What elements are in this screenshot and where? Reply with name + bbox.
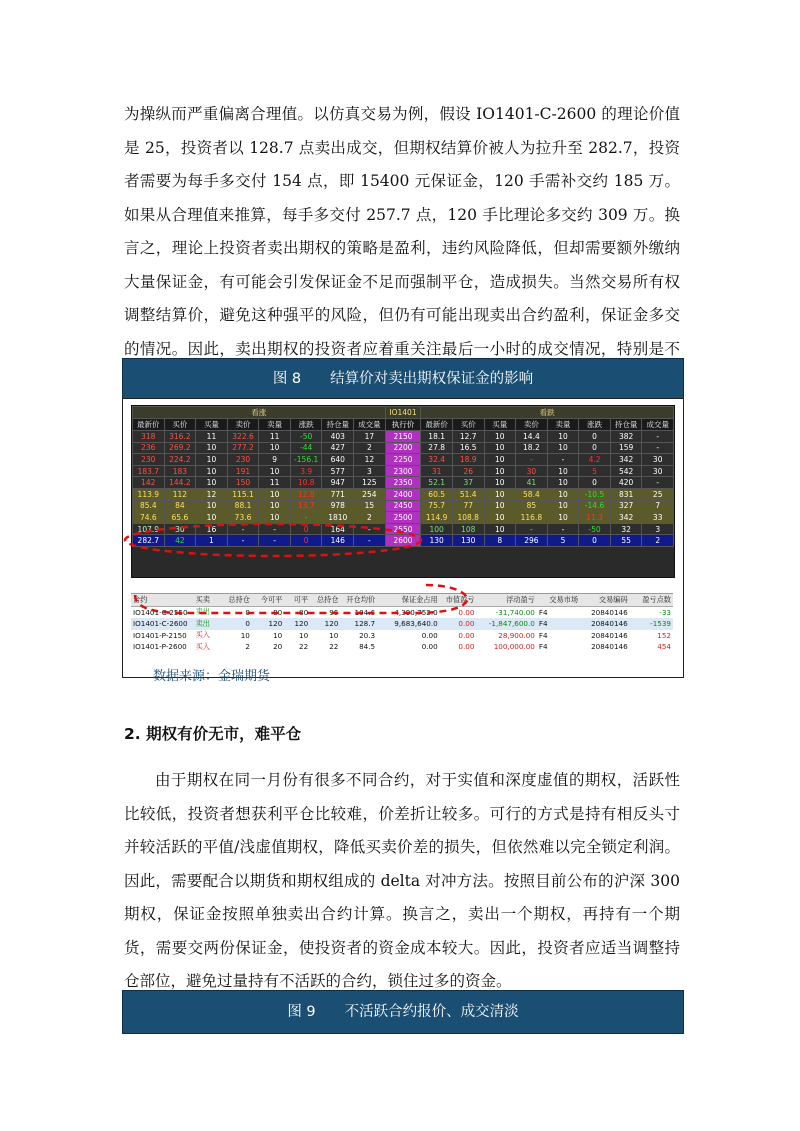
call-header-cell: 持仓量: [322, 419, 354, 431]
position-cell: 买入: [195, 630, 210, 640]
call-cell: 9: [259, 454, 291, 466]
position-cell: 10: [299, 630, 309, 640]
position-cell: 120: [252, 618, 284, 630]
position-cell: 20840146: [591, 630, 628, 640]
call-cell: 3: [354, 465, 386, 477]
put-cell: 11.3: [579, 512, 611, 524]
position-cell: 80: [273, 607, 283, 617]
put-cell: -: [516, 523, 548, 535]
call-cell: 2: [354, 442, 386, 454]
put-cell: 382: [610, 431, 642, 443]
position-cell: 20840146: [591, 607, 628, 617]
put-cell: -: [642, 442, 674, 454]
put-cell: 327: [610, 500, 642, 512]
call-cell: -: [227, 535, 259, 547]
quote-row: [133, 523, 674, 535]
call-cell: 269.2: [164, 442, 196, 454]
call-cell: -: [290, 512, 322, 524]
position-cell: 120: [310, 618, 340, 630]
quote-row: [133, 500, 674, 512]
call-cell: 88.1: [227, 500, 259, 512]
position-cell: F4: [538, 630, 548, 640]
position-header-cell: 买卖: [194, 594, 220, 606]
figure-8-source: 数据来源：金瑞期货: [153, 669, 271, 684]
put-cell: 0: [579, 431, 611, 443]
position-cell: 0.00: [458, 630, 475, 640]
quote-row: [133, 442, 674, 454]
call-cell: 42: [164, 535, 196, 547]
call-cell: 2: [354, 512, 386, 524]
position-cell: 0.00: [421, 642, 438, 652]
put-header-cell: 卖量: [547, 419, 579, 431]
call-band-label: 看涨: [133, 407, 386, 419]
put-cell: 0: [579, 442, 611, 454]
put-cell: 60.5: [421, 488, 453, 500]
call-cell: 427: [322, 442, 354, 454]
call-cell: 73.6: [227, 512, 259, 524]
call-cell: 107.9: [133, 523, 165, 535]
call-cell: 3.9: [290, 465, 322, 477]
call-cell: 144.2: [164, 477, 196, 489]
quote-row: [133, 512, 674, 524]
put-cell: 0: [579, 477, 611, 489]
put-cell: 32.4: [421, 454, 453, 466]
put-cell: 25: [642, 488, 674, 500]
call-cell: 224.2: [164, 454, 196, 466]
position-cell: 28,900.00: [498, 630, 535, 640]
call-cell: -: [259, 523, 291, 535]
position-cell: 0.00: [440, 618, 477, 630]
call-cell: 125: [354, 477, 386, 489]
put-band-label: 看跌: [421, 407, 674, 419]
put-cell: 52.1: [421, 477, 453, 489]
put-cell: 3: [642, 523, 674, 535]
call-cell: 85.4: [133, 500, 165, 512]
position-cell: 卖出: [195, 607, 210, 617]
strike-cell: 2450: [385, 500, 421, 512]
put-cell: 10: [547, 512, 579, 524]
call-cell: -: [354, 535, 386, 547]
call-cell: 0: [290, 523, 322, 535]
put-cell: 10: [484, 442, 516, 454]
positions-table: [131, 594, 673, 653]
put-cell: -: [516, 454, 548, 466]
position-cell: 0: [220, 618, 252, 630]
call-header-cell: 买价: [164, 419, 196, 431]
put-cell: 7: [642, 500, 674, 512]
position-cell: 9,683,640.0: [377, 618, 440, 630]
position-cell: 22: [299, 642, 309, 652]
call-cell: 65.6: [164, 512, 196, 524]
position-cell: 84.5: [359, 642, 376, 652]
put-cell: 5: [579, 465, 611, 477]
put-header-cell: 成交量: [642, 419, 674, 431]
call-cell: 10: [196, 442, 228, 454]
position-cell: 20840146: [580, 618, 630, 630]
strike-cell: 2350: [385, 477, 421, 489]
call-header-cell: 最新价: [133, 419, 165, 431]
put-cell: 16.5: [452, 442, 484, 454]
position-cell: IO1401-P-2600: [133, 642, 187, 652]
put-header-cell: 买价: [452, 419, 484, 431]
put-cell: 30: [516, 465, 548, 477]
strike-cell: 2550: [385, 523, 421, 535]
call-cell: 10: [196, 454, 228, 466]
position-cell: 卖出: [194, 618, 220, 630]
call-header-cell: 卖价: [227, 419, 259, 431]
call-cell: 10: [259, 500, 291, 512]
call-cell: -44: [290, 442, 322, 454]
position-cell: 152: [657, 630, 671, 640]
put-cell: 10: [547, 465, 579, 477]
put-cell: 10: [547, 488, 579, 500]
paragraph-1: 为操纵而严重偏离合理值。以仿真交易为例，假设 IO1401-C-2600 的理论价值是 25，投资者以 128.7 点卖出成交，但期权结算价被人为拉升至 282.7，投资者需要为每手多交付 154 点，即 15400 元保证金，120 手需补交约 185 万。如果从合理值来推算，每手多交付 257.7 点，120 手比理论多交约 309 万。换言之，理论上投资者卖出期权的策略是盈利，违约风险降低，但却需要额外缴纳大量保证金，有可能会引发保证金不足而强制平仓，造成损失。当然交易所有权调整结算价，避免这种强平的风险，但仍有可能出现卖出合约盈利，保证金多交的情况。因此，卖出期权的投资者应着重关注最后一小时的成交情况，特别是不: [124, 105, 680, 358]
put-cell: 10: [484, 431, 516, 443]
call-cell: 164: [322, 523, 354, 535]
figure-9-title: 图 9 不活跃合约报价、成交清淡: [122, 990, 684, 1034]
position-cell: 4,390,752.0: [394, 607, 438, 617]
positions-panel: [131, 593, 673, 674]
put-cell: 130: [452, 535, 484, 547]
position-header-cell: 可平: [284, 594, 310, 606]
put-cell: 27.8: [421, 442, 453, 454]
call-cell: 10: [196, 465, 228, 477]
section-2-heading: 2. 期权有价无市，难平仓: [124, 725, 302, 743]
put-cell: 10: [547, 442, 579, 454]
position-cell: 120: [284, 618, 310, 630]
put-cell: 342: [610, 454, 642, 466]
position-header-cell: 交易市场: [537, 594, 580, 606]
put-cell: 108: [452, 523, 484, 535]
call-cell: 30: [164, 523, 196, 535]
call-cell: 577: [322, 465, 354, 477]
call-cell: 230: [227, 454, 259, 466]
position-cell: 10: [329, 630, 339, 640]
put-cell: 114.9: [421, 512, 453, 524]
position-cell: 0.00: [421, 630, 438, 640]
put-header-cell: 买量: [484, 419, 516, 431]
put-cell: 37: [452, 477, 484, 489]
call-cell: 316.2: [164, 431, 196, 443]
figure-8-body: [122, 398, 684, 684]
put-cell: 33: [642, 512, 674, 524]
put-cell: -10.5: [579, 488, 611, 500]
put-cell: 10: [547, 477, 579, 489]
put-cell: -: [642, 431, 674, 443]
call-cell: 771: [322, 488, 354, 500]
call-cell: 183: [164, 465, 196, 477]
underlying-label: IO1401: [385, 407, 421, 419]
call-cell: 10: [196, 512, 228, 524]
put-header-cell: 最新价: [421, 419, 453, 431]
call-cell: 10: [259, 465, 291, 477]
put-cell: 41: [516, 477, 548, 489]
put-cell: 116.8: [516, 512, 548, 524]
call-cell: 230: [133, 454, 165, 466]
position-cell: 454: [657, 642, 671, 652]
position-cell: IO1401-C-2600: [131, 618, 194, 630]
strike-cell: 2500: [385, 512, 421, 524]
call-header-cell: 成交量: [354, 419, 386, 431]
call-cell: 254: [354, 488, 386, 500]
strike-cell: 2300: [385, 465, 421, 477]
put-cell: -: [547, 523, 579, 535]
call-cell: 12: [354, 454, 386, 466]
put-cell: 14.4: [516, 431, 548, 443]
put-cell: 10: [484, 523, 516, 535]
call-cell: 282.7: [133, 535, 165, 547]
put-header-cell: 卖价: [516, 419, 548, 431]
position-header-cell: 今可平: [252, 594, 284, 606]
call-cell: 15: [354, 500, 386, 512]
strike-header-cell: 执行价: [385, 419, 421, 431]
position-cell: 20840146: [591, 642, 628, 652]
put-cell: 10: [547, 500, 579, 512]
put-cell: 85: [516, 500, 548, 512]
call-cell: 978: [322, 500, 354, 512]
put-cell: 100: [421, 523, 453, 535]
strike-cell: 2250: [385, 454, 421, 466]
put-cell: 10: [484, 465, 516, 477]
call-cell: 183.7: [133, 465, 165, 477]
position-row[interactable]: [131, 606, 673, 618]
put-cell: 18.1: [421, 431, 453, 443]
quote-row: [133, 477, 674, 489]
put-cell: 296: [516, 535, 548, 547]
call-header-cell: 买量: [196, 419, 228, 431]
put-cell: 55: [610, 535, 642, 547]
call-cell: 1: [196, 535, 228, 547]
call-cell: 17: [354, 431, 386, 443]
put-cell: 5: [547, 535, 579, 547]
put-cell: 342: [610, 512, 642, 524]
put-cell: 30: [642, 465, 674, 477]
position-cell: IO1401-C-2550: [133, 607, 188, 617]
call-cell: 318: [133, 431, 165, 443]
put-cell: -50: [579, 523, 611, 535]
position-cell: -31,740.00: [495, 607, 535, 617]
quote-row: [133, 465, 674, 477]
call-cell: 403: [322, 431, 354, 443]
call-cell: 10.8: [290, 477, 322, 489]
call-cell: 10: [196, 477, 228, 489]
strike-cell: 2200: [385, 442, 421, 454]
position-cell: 10: [273, 630, 283, 640]
call-cell: -50: [290, 431, 322, 443]
put-cell: 130: [421, 535, 453, 547]
position-row[interactable]: [131, 641, 673, 653]
call-cell: -156.1: [290, 454, 322, 466]
strike-cell: 2600: [385, 535, 421, 547]
position-cell: -1539: [630, 618, 673, 630]
put-cell: 542: [610, 465, 642, 477]
put-header-cell: 涨跌: [579, 419, 611, 431]
position-cell: 0.00: [458, 642, 475, 652]
quote-row: [133, 488, 674, 500]
call-cell: 115.1: [227, 488, 259, 500]
position-cell: 0: [245, 607, 250, 617]
call-header-cell: 卖量: [259, 419, 291, 431]
call-cell: 11: [196, 431, 228, 443]
quote-table: [132, 406, 674, 547]
position-cell: F4: [537, 618, 580, 630]
call-cell: 236: [133, 442, 165, 454]
put-cell: -: [547, 454, 579, 466]
put-cell: 831: [610, 488, 642, 500]
position-row[interactable]: [131, 618, 673, 630]
position-cell: 20.3: [359, 630, 376, 640]
put-cell: 51.4: [452, 488, 484, 500]
position-cell: 96: [329, 607, 339, 617]
paragraph-2: 由于期权在同一月份有很多不同合约，对于实值和深度虚值的期权，活跃性比较低，投资者想获利平仓比较难，价差折让较多。可行的方式是持有相反头寸并较活跃的平值/浅虚值期权，降低买卖价差的损失，但依然难以完全锁定利润。因此，需要配合以期货和期权组成的 delta 对冲方法。按照目前公布的沪深 300 期权，保证金按照单独卖出合约计算。换言之，卖出一个期权，再持有一个期货，需要交两份保证金，使投资者的资金成本较大。因此，投资者应适当调整持仓部位，避免过量持有不活跃的合约，锁住过多的资金。: [124, 771, 680, 990]
position-cell: IO1401-P-2150: [133, 630, 187, 640]
position-header-cell: 浮动盈亏: [476, 594, 536, 606]
call-cell: 640: [322, 454, 354, 466]
call-cell: 191: [227, 465, 259, 477]
quote-row: [133, 431, 674, 443]
call-cell: 0: [290, 535, 322, 547]
position-row[interactable]: [131, 630, 673, 642]
put-cell: 26: [452, 465, 484, 477]
strike-cell: 2400: [385, 488, 421, 500]
call-cell: 10: [259, 442, 291, 454]
put-cell: 4.2: [579, 454, 611, 466]
call-cell: 10: [259, 488, 291, 500]
call-cell: 142: [133, 477, 165, 489]
call-cell: 74.6: [133, 512, 165, 524]
position-cell: 80: [299, 607, 309, 617]
call-cell: 1810: [322, 512, 354, 524]
call-cell: 112: [164, 488, 196, 500]
put-cell: 10: [484, 500, 516, 512]
call-cell: 150: [227, 477, 259, 489]
put-header-cell: 持仓量: [610, 419, 642, 431]
put-cell: 18.2: [516, 442, 548, 454]
position-cell: 104.6: [354, 607, 376, 617]
call-cell: 11: [259, 431, 291, 443]
call-cell: 11: [259, 477, 291, 489]
position-header-cell: 市值盈亏: [440, 594, 477, 606]
put-cell: 77: [452, 500, 484, 512]
call-cell: 277.2: [227, 442, 259, 454]
quote-row: [133, 535, 674, 547]
call-cell: 12.8: [290, 488, 322, 500]
call-cell: 16: [196, 523, 228, 535]
position-cell: 100,000.00: [493, 642, 535, 652]
position-cell: 20: [273, 642, 283, 652]
position-header-cell: 总持仓: [220, 594, 252, 606]
position-cell: 0.00: [458, 607, 475, 617]
position-cell: F4: [538, 607, 548, 617]
call-cell: 947: [322, 477, 354, 489]
call-header-cell: 涨跌: [290, 419, 322, 431]
figure-8-title: 图 8 结算价对卖出期权保证金的影响: [122, 358, 684, 400]
quote-row: [133, 454, 674, 466]
position-cell: -1,847,600.0: [476, 618, 536, 630]
position-header-cell: 交易编码: [580, 594, 630, 606]
position-cell: 128.7: [340, 618, 377, 630]
put-cell: 58.4: [516, 488, 548, 500]
strike-cell: 2150: [385, 431, 421, 443]
call-cell: 84: [164, 500, 196, 512]
put-cell: -14.6: [579, 500, 611, 512]
put-cell: 10: [484, 488, 516, 500]
put-cell: 10: [547, 431, 579, 443]
position-header-cell: 保证金占用: [377, 594, 440, 606]
position-header-cell: 盈亏点数: [630, 594, 673, 606]
put-cell: 0: [579, 535, 611, 547]
position-header-cell: 合约: [131, 594, 194, 606]
call-cell: 146: [322, 535, 354, 547]
position-cell: 10: [240, 630, 250, 640]
position-cell: 买入: [195, 641, 210, 651]
put-cell: 108.8: [452, 512, 484, 524]
put-cell: 10: [484, 477, 516, 489]
call-cell: 12: [196, 488, 228, 500]
position-cell: -33: [659, 607, 671, 617]
put-cell: 18.9: [452, 454, 484, 466]
quote-board: [131, 405, 675, 578]
put-cell: 8: [484, 535, 516, 547]
put-cell: -: [642, 477, 674, 489]
put-cell: 159: [610, 442, 642, 454]
call-cell: 10: [259, 512, 291, 524]
position-header-cell: 总持仓: [310, 594, 340, 606]
put-cell: 2: [642, 535, 674, 547]
put-cell: 32: [610, 523, 642, 535]
put-cell: 31: [421, 465, 453, 477]
call-cell: 10: [196, 500, 228, 512]
call-cell: -: [354, 523, 386, 535]
call-cell: 113.9: [133, 488, 165, 500]
call-cell: -: [259, 535, 291, 547]
position-cell: 2: [245, 642, 250, 652]
call-cell: 322.6: [227, 431, 259, 443]
position-header-cell: 开仓均价: [340, 594, 377, 606]
put-cell: 10: [484, 512, 516, 524]
put-cell: 75.7: [421, 500, 453, 512]
put-cell: 12.7: [452, 431, 484, 443]
position-cell: 22: [329, 642, 339, 652]
call-cell: -: [227, 523, 259, 535]
position-cell: F4: [538, 642, 548, 652]
call-cell: 13.7: [290, 500, 322, 512]
put-cell: 420: [610, 477, 642, 489]
put-cell: 10: [484, 454, 516, 466]
put-cell: 30: [642, 454, 674, 466]
